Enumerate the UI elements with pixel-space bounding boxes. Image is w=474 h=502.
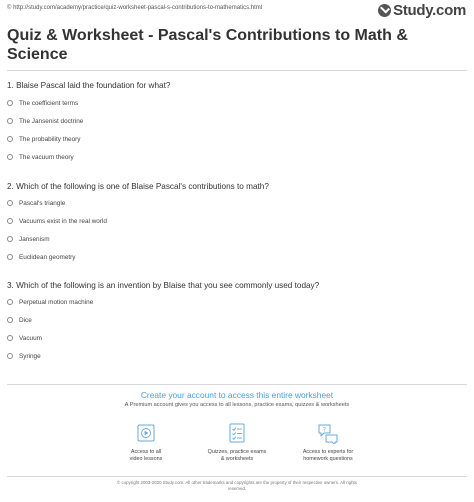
radio-button[interactable] xyxy=(7,335,13,341)
option-q3-c[interactable] xyxy=(7,333,42,343)
option-label: Jansenism xyxy=(19,235,50,243)
feature-label xyxy=(208,449,267,463)
question-2: 2. Which of the following is one of Blaise Pascal's contributions to math? xyxy=(7,182,269,191)
option-q2-b[interactable] xyxy=(7,216,107,226)
logo-text: Study.com xyxy=(393,1,466,19)
option-q2-d[interactable] xyxy=(7,252,75,262)
radio-button[interactable] xyxy=(7,353,13,359)
option-label: The vacuum theory xyxy=(19,153,74,161)
feature-label xyxy=(130,449,163,463)
option-label: Vacuums exist in the real world xyxy=(19,217,107,225)
option-q3-b[interactable] xyxy=(7,315,32,325)
option-label: Syringe xyxy=(19,352,41,360)
radio-button[interactable] xyxy=(7,154,13,160)
radio-button[interactable] xyxy=(7,136,13,142)
cta-divider xyxy=(7,384,467,385)
feature-label xyxy=(303,449,353,463)
option-q3-d[interactable] xyxy=(7,351,41,361)
option-label: The probability theory xyxy=(19,135,81,143)
option-q1-c[interactable] xyxy=(7,134,80,144)
option-label: Pascal's triangle xyxy=(19,199,66,207)
footer-line: © copyright 2003-2020 Study.com. All other trademarks and copyrights are the property of their respective owners. All rights xyxy=(117,480,357,485)
option-label: The Jansenist doctrine xyxy=(19,117,84,125)
page-url: © http://study.com/academy/practice/quiz-worksheet-pascal-s-contributions-to-mathematics.html xyxy=(7,5,263,11)
option-q3-a[interactable] xyxy=(7,297,93,307)
option-label: Euclidean geometry xyxy=(19,253,76,261)
feature-line: Access to all xyxy=(130,449,162,455)
radio-button[interactable] xyxy=(7,254,13,260)
option-q1-d[interactable] xyxy=(7,152,74,162)
cta-subtitle: A Premium account gives you access to all lessons, practice exams, quizzes & worksheets xyxy=(124,402,350,408)
video-icon xyxy=(136,422,156,444)
copyright-footer xyxy=(60,480,414,492)
option-label: Dice xyxy=(19,316,32,324)
radio-button[interactable] xyxy=(7,118,13,124)
footer-line: reserved. xyxy=(227,486,247,491)
feature-line: homework questions xyxy=(303,456,353,462)
logo-check-icon xyxy=(378,4,391,17)
question-3: 3. Which of the following is an invention by Blaise that you see commonly used today? xyxy=(7,281,320,290)
checklist-icon xyxy=(227,422,247,444)
feature-experts xyxy=(268,422,388,463)
page-title: Quiz & Worksheet - Pascal's Contributions to Math & Science xyxy=(7,27,408,63)
feature-line: Quizzes, practice exams xyxy=(207,449,267,455)
feature-line: Access to experts for xyxy=(302,449,354,455)
feature-line: video lessons xyxy=(129,456,163,462)
radio-button[interactable] xyxy=(7,100,13,106)
top-bar xyxy=(0,0,474,22)
radio-button[interactable] xyxy=(7,236,13,242)
radio-button[interactable] xyxy=(7,317,13,323)
radio-button[interactable] xyxy=(7,218,13,224)
option-q2-a[interactable] xyxy=(7,198,65,208)
option-label: Perpetual motion machine xyxy=(19,298,94,306)
svg-text:?: ? xyxy=(322,426,327,434)
footer-divider xyxy=(7,476,467,477)
option-q1-b[interactable] xyxy=(7,116,83,126)
radio-button[interactable] xyxy=(7,299,13,305)
study-logo[interactable] xyxy=(378,2,466,18)
feature-line: & worksheets xyxy=(220,456,254,462)
chat-icon xyxy=(317,422,339,444)
option-q1-a[interactable] xyxy=(7,98,78,108)
create-account-link[interactable]: Create your account to access this entire worksheet xyxy=(140,390,334,400)
radio-button[interactable] xyxy=(7,200,13,206)
option-label: The coefficient terms xyxy=(19,99,79,107)
option-label: Vacuum xyxy=(19,334,42,342)
title-divider xyxy=(7,70,467,71)
question-1: 1. Blaise Pascal laid the foundation for what? xyxy=(7,81,171,90)
option-q2-c[interactable] xyxy=(7,234,50,244)
